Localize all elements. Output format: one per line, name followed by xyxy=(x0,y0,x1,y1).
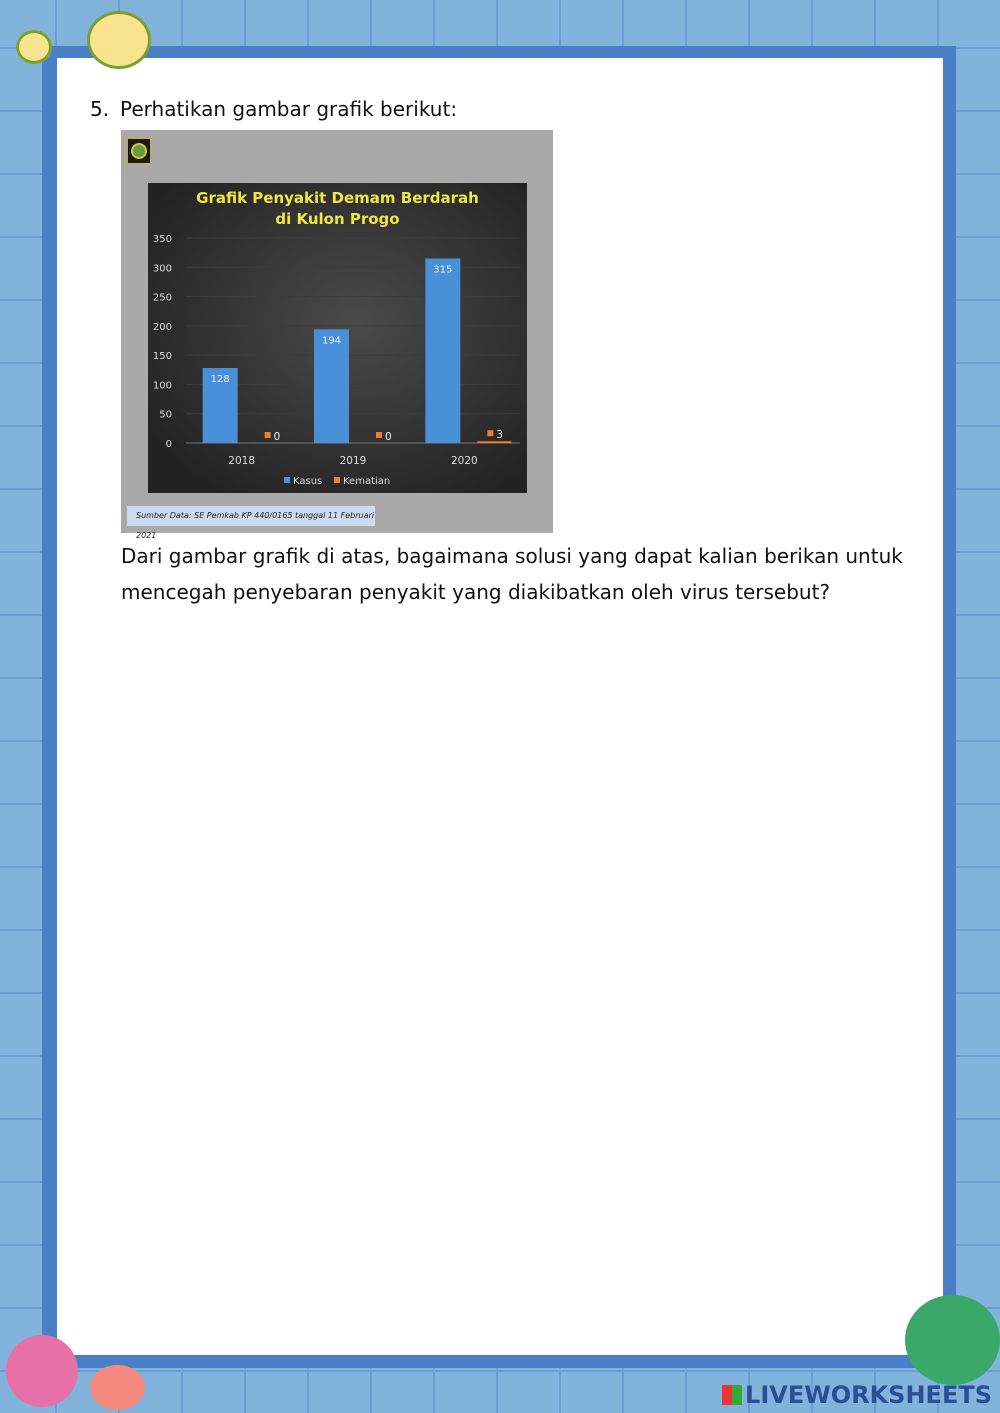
y-tick-label: 250 xyxy=(152,292,172,304)
y-tick-label: 300 xyxy=(152,263,172,275)
y-tick-label: 350 xyxy=(152,234,172,245)
question-heading xyxy=(90,97,457,121)
data-label: 0 xyxy=(273,431,281,443)
bar-chart xyxy=(148,183,527,493)
seal-logo xyxy=(127,138,151,164)
legend-marker xyxy=(284,477,290,483)
virus-icon xyxy=(16,30,52,64)
chart-title: Grafik Penyakit Demam Berdarah di Kulon Progo xyxy=(196,189,479,228)
data-label-marker xyxy=(487,430,493,436)
data-label: 315 xyxy=(433,264,453,276)
data-label-marker xyxy=(265,432,271,438)
legend-label: Kasus xyxy=(293,476,323,487)
x-tick-label: 2019 xyxy=(339,455,367,467)
virus-icon xyxy=(905,1295,1000,1385)
y-tick-label: 50 xyxy=(159,409,172,421)
x-tick-label: 2018 xyxy=(228,455,256,467)
y-tick-label: 200 xyxy=(152,321,172,333)
data-label: 194 xyxy=(321,335,342,347)
data-label-marker xyxy=(376,432,382,438)
data-label: 0 xyxy=(385,431,392,443)
liveworksheets-logo: LIVEWORKSHEETS xyxy=(722,1381,992,1409)
virus-icon xyxy=(90,14,148,66)
bar-kematian xyxy=(477,441,511,443)
data-label: 128 xyxy=(210,374,230,386)
virus-icon xyxy=(6,1335,78,1407)
virus-icon xyxy=(90,1365,145,1410)
y-tick-label: 100 xyxy=(152,380,172,392)
data-label: 3 xyxy=(496,429,504,442)
legend-label: Kematian xyxy=(343,476,391,487)
chart-image xyxy=(121,130,553,540)
bar-kasus xyxy=(425,259,460,444)
y-tick-label: 150 xyxy=(152,351,172,363)
legend-marker xyxy=(334,477,340,483)
chart-area xyxy=(148,183,527,493)
source-note: Sumber Data: SE Pemkab KP 440/0165 tanggal 11 Februari 2021 xyxy=(127,506,375,526)
question-paragraph: Dari gambar grafik di atas, bagaimana solusi yang dapat kalian berikan untuk mencegah penyebaran penyakit yang diakibatkan oleh virus tersebut? xyxy=(121,544,903,604)
y-tick-label: 0 xyxy=(165,439,172,450)
question-number: 5. xyxy=(90,97,110,121)
bar-kasus xyxy=(314,329,349,443)
question-text: Perhatikan gambar grafik berikut: xyxy=(120,97,458,121)
x-tick-label: 2020 xyxy=(450,455,478,467)
